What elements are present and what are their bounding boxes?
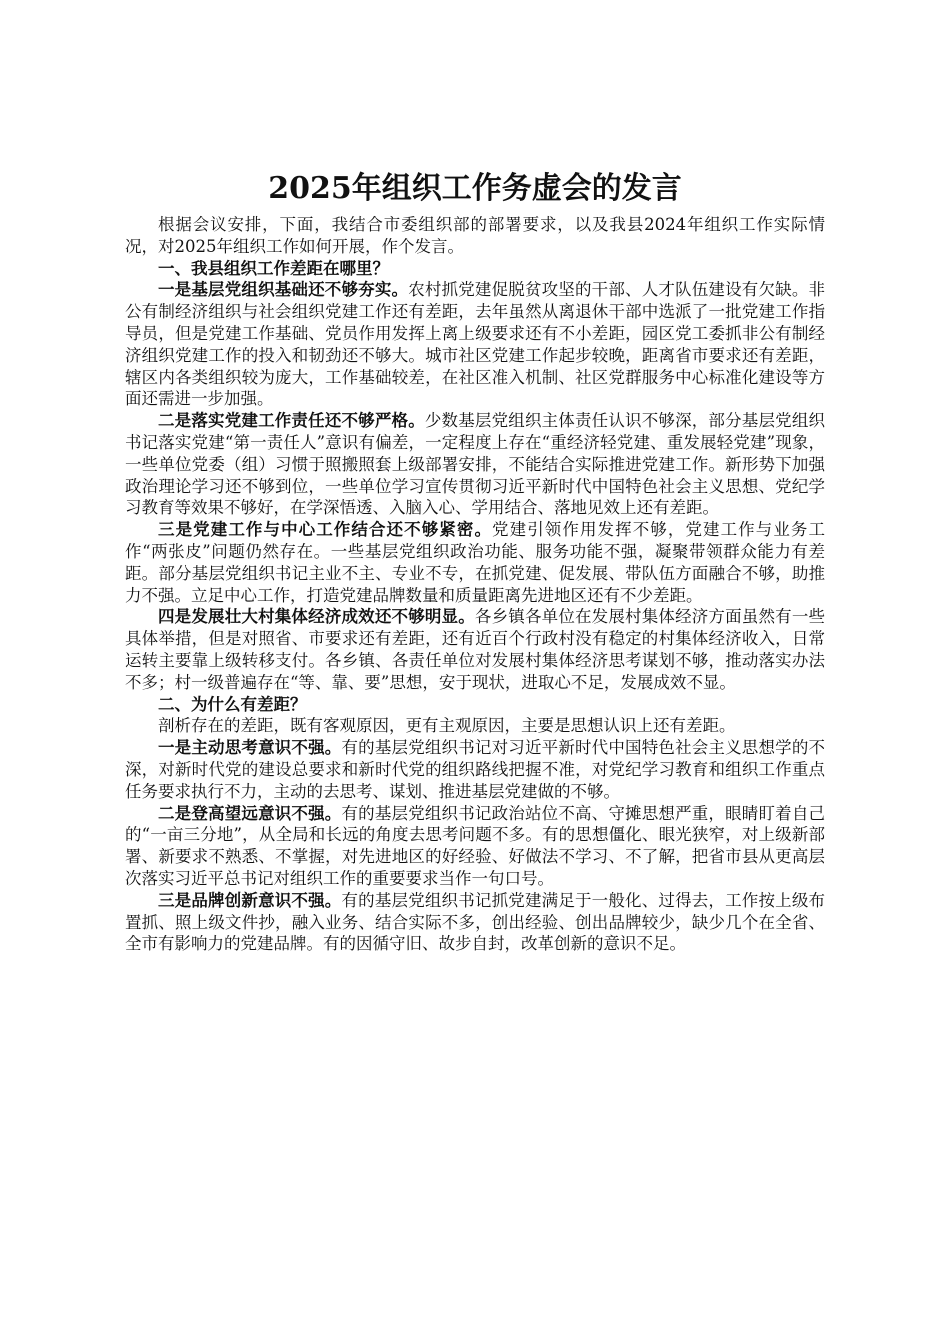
- item-lead: 一是主动思考意识不强。: [158, 738, 342, 758]
- item-text: 各乡镇各单位在发展村集体经济方面虽然有一些具体举措，但是对照省、市要求还有差距，还有近百个行政村没有稳定的村集体经济收入，日常运转主要靠上级转移支付。各乡镇、各责任单位对发展村集体经济思考谋划不够，推动落实办法不多；村一级普遍存在“等、靠、要”思想，安于现状，进取心不足，发展成效不显。: [125, 607, 826, 692]
- item-text: 有的基层党组织书记抓党建满足于一般化、过得去，工作按上级布置抓、照上级文件抄，融入业务、结合实际不多，创出经验、创出品牌较少，缺少几个在全省、全市有影响力的党建品牌。有的因循守旧、故步自封，改革创新的意识不足。: [125, 890, 826, 954]
- section-1-item-1: [125, 279, 825, 410]
- section-1-item-3: [125, 519, 825, 606]
- document-title: 2025年组织工作务虚会的发言: [268, 171, 682, 206]
- item-lead: 三是品牌创新意识不强。: [158, 890, 342, 910]
- item-lead: 三是党建工作与中心工作结合还不够紧密。: [158, 520, 493, 540]
- section-2-heading: 二、为什么有差距？: [158, 694, 307, 714]
- section-1-item-4: [125, 606, 825, 693]
- item-text: 有的基层党组织书记政治站位不高、守摊思想严重，眼睛盯着自己的“一亩三分地”，从全局和长远的角度去思考问题不多。有的思想僵化、眼光狭窄，对上级新部署、新要求不熟悉、不掌握，对先进地区的好经验、好做法不学习、不了解，把省市县从更高层次落实习近平总书记对组织工作的重要要求当作一句口号。: [125, 803, 826, 888]
- item-text: 党建引领作用发挥不够，党建工作与业务工作“两张皮”问题仍然存在。一些基层党组织政治功能、服务功能不强，凝聚带领群众能力有差距。部分基层党组织书记主业不主、专业不专，在抓党建、促发展、带队伍方面融合不够，助推力不强。立足中心工作，打造党建品牌数量和质量距离先进地区还有不少差距。: [125, 520, 826, 605]
- item-lead: 四是发展壮大村集体经济成效还不够明显。: [158, 607, 475, 627]
- section-2-item-3: [125, 890, 825, 955]
- section-2-item-1: [125, 737, 825, 802]
- item-lead: 二是落实党建工作责任还不够严格。: [158, 411, 425, 431]
- intro-paragraph: 根据会议安排，下面，我结合市委组织部的部署要求，以及我县2024年组织工作实际情况，对2025年组织工作如何开展，作个发言。: [125, 215, 825, 256]
- section-2-item-2: [125, 803, 825, 890]
- section-2-intro: 剖析存在的差距，既有客观原因，更有主观原因，主要是思想认识上还有差距。: [158, 716, 736, 736]
- section-1-heading: 一、我县组织工作差距在哪里？: [158, 258, 389, 278]
- item-text: 农村抓党建促脱贫攻坚的干部、人才队伍建设有欠缺。非公有制经济组织与社会组织党建工作还有差距，去年虽然从离退休干部中选派了一批党建工作指导员，但是党建工作基础、党员作用发挥上离上级要求还有不小差距，园区党工委抓非公有制经济组织党建工作的投入和韧劲还不够大。城市社区党建工作起步较晚，距离省市要求还有差距，辖区内各类组织较为庞大，工作基础较差，在社区准入机制、社区党群服务中心标准化建设等方面还需进一步加强。: [125, 280, 826, 409]
- document-page: [125, 166, 825, 955]
- item-lead: 一是基层党组织基础还不够夯实。: [158, 280, 409, 300]
- item-lead: 二是登高望远意识不强。: [158, 803, 342, 823]
- item-text: 少数基层党组织主体责任认识不够深，部分基层党组织书记落实党建“第一责任人”意识有偏差，一定程度上存在“重经济轻党建、重发展轻党建”现象，一些单位党委（组）习惯于照搬照套上级部署安排，不能结合实际推进党建工作。新形势下加强政治理论学习还不够到位，一些单位学习宣传贯彻习近平新时代中国特色社会主义思想、党纪学习教育等效果不够好，在学深悟透、入脑入心、学用结合、落地见效上还有差距。: [125, 411, 826, 518]
- section-1-item-2: [125, 410, 825, 519]
- item-text: 有的基层党组织书记对习近平新时代中国特色社会主义思想学的不深，对新时代党的建设总要求和新时代党的组织路线把握不准，对党纪学习教育和组织工作重点任务要求执行不力，主动的去思考、谋划、推进基层党建做的不够。: [125, 738, 826, 801]
